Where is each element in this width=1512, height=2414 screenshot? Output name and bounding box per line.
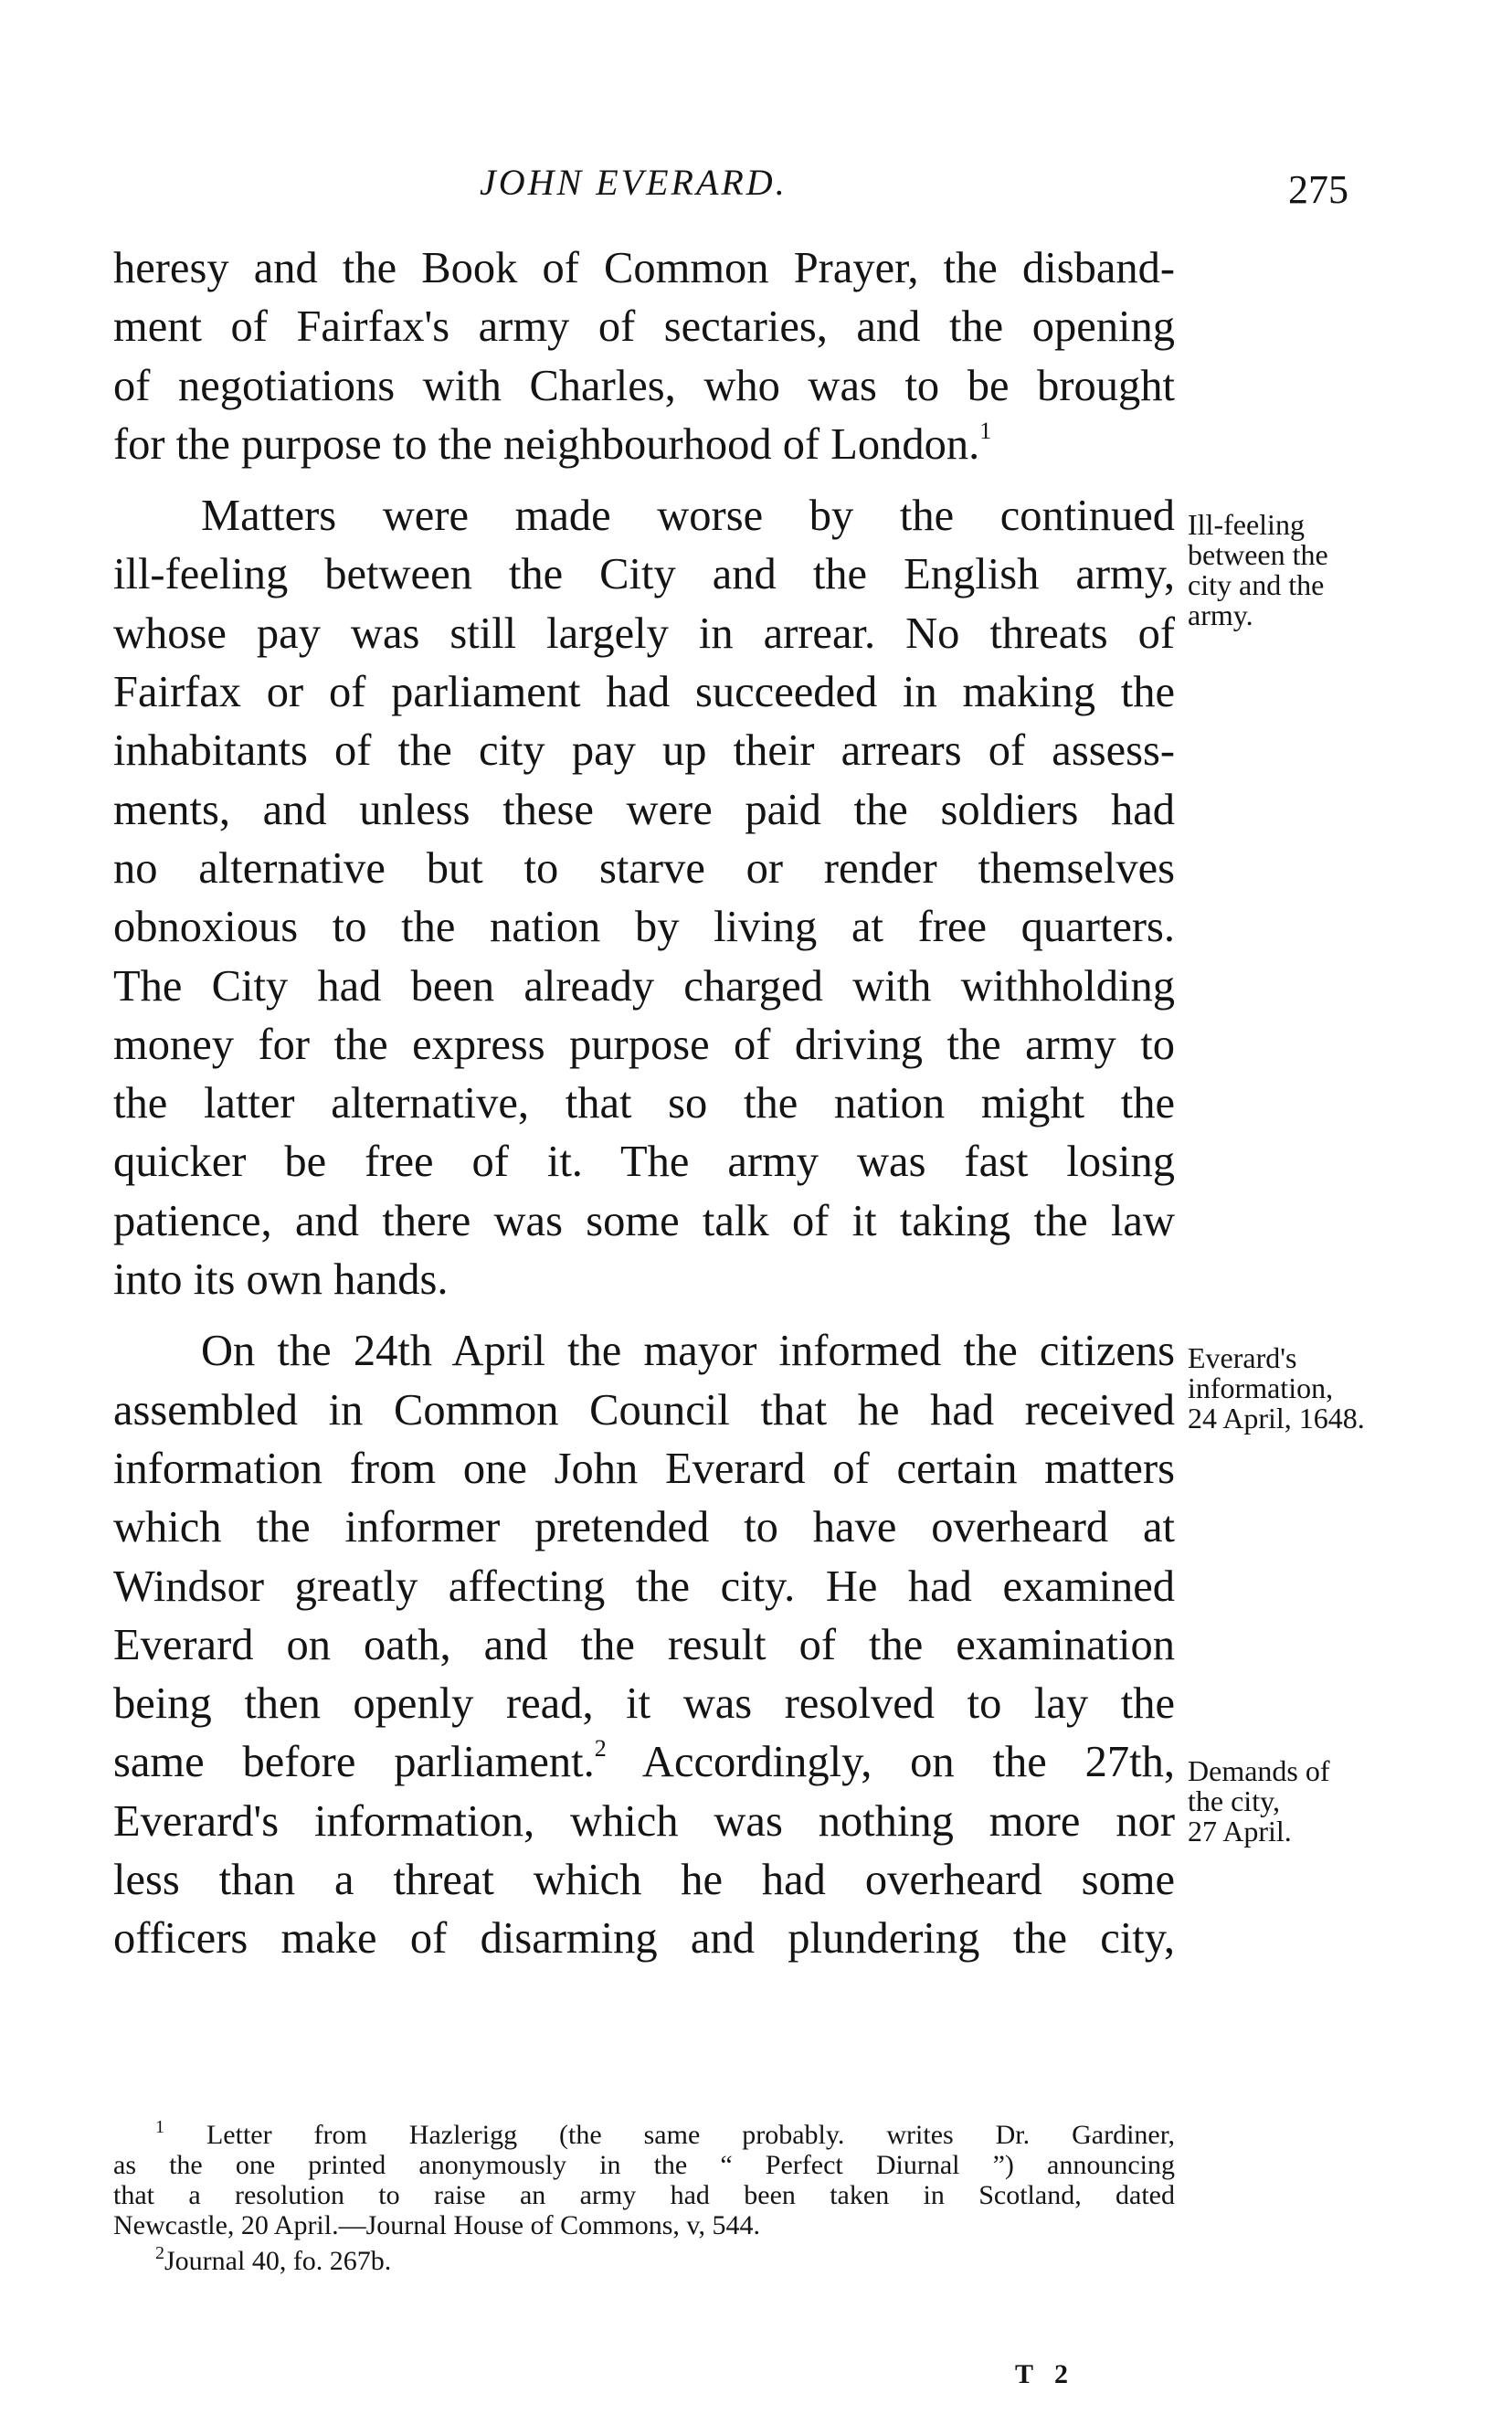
sidenote-line: between the [1188,538,1328,571]
text-line: Everard's information, which was nothing more nor [113,1796,1175,1846]
text-line: quicker be free of it. The army was fast losing [113,1138,1175,1187]
sidenote-line: information, [1188,1371,1334,1404]
text-line: information from one John Everard of certain matters [113,1444,1175,1493]
main-text [113,239,1175,1969]
sidenote-line: city and the [1188,568,1325,601]
text-line: On the 24th April the mayor informed the citizens [201,1327,1175,1376]
sidenote-line: the city, [1188,1784,1280,1817]
text-line: no alternative but to starve or render themselves [113,843,1175,893]
footnote-mark: 2 [155,2243,164,2263]
footnote-line [113,2117,1176,2150]
sidenote-line: Everard's [1188,1341,1297,1374]
sidenote-ill-feeling [1188,510,1434,630]
text-line: The City had been already charged with withholding [113,961,1175,1011]
sidenote-line: 27 April. [1188,1815,1292,1848]
sidenote-demands-of-city [1188,1756,1434,1847]
footnote-line [113,2243,1175,2276]
page-number: 275 [1288,167,1348,212]
running-title: JOHN EVERARD. [480,162,788,203]
sidenote-line: Demands of [1188,1754,1330,1787]
text-line: ment of Fairfax's army of sectaries, and the opening [113,302,1175,352]
text-line: money for the express purpose of driving the army to [113,1020,1175,1069]
footnote-ref: 2 [594,1735,607,1763]
sidenote-everards-information [1188,1343,1434,1434]
footnote-ref: 1 [979,417,992,444]
text-line: officers make of disarming and plundering the city, [113,1914,1175,1964]
text-line: Windsor greatly affecting the city. He had examined [113,1562,1175,1611]
text-line: Everard on oath, and the result of the examination [113,1620,1175,1669]
footnote-2 [113,2243,1175,2276]
footnote-line: Newcastle, 20 April.—Journal House of Commons, v, 544. [113,2210,760,2240]
text-line: Fairfax or of parliament had succeeded in making the [113,668,1175,717]
footnote-text: Journal 40, fo. 267b. [164,2246,392,2276]
text-line: obnoxious to the nation by living at free quarters. [113,903,1175,952]
signature-mark: T 2 [1015,2359,1075,2389]
text-line: assembled in Common Council that he had received [113,1385,1175,1435]
text-line [113,1733,1175,1792]
paragraph-3 [113,1322,1175,1968]
text-line: being then openly read, it was resolved to lay the [113,1679,1175,1729]
running-head [0,161,1512,216]
text-line [113,416,1175,474]
text-line: ill-feeling between the City and the English army, [113,550,1175,599]
text-line: heresy and the Book of Common Prayer, the disband- [113,244,1175,292]
text-line: of negotiations with Charles, who was to be brought [113,361,1175,410]
footnote-1 [113,2117,1176,2240]
text-line: the latter alternative, that so the nation might the [113,1079,1175,1128]
footnote-mark: 1 [155,2117,164,2137]
footnote-line: as the one printed anonymously in the “ Perfect Diurnal ”) announcing [113,2150,1175,2180]
text-line-content: for the purpose to the neighbourhood of London. [113,419,980,469]
text-line-content: Accordingly, on the 27th, [606,1738,1175,1787]
footnotes [113,2117,1176,2282]
text-line: less than a threat which he had overheard some [113,1856,1175,1905]
paragraph-2 [113,487,1175,1309]
footnote-text: Letter from Hazlerigg (the same probably. writes Dr. Gardiner, [206,2120,1176,2150]
text-line: Matters were made worse by the continued [201,492,1175,541]
sidenote-line: Ill-feeling [1188,508,1305,541]
paragraph-1 [113,239,1175,474]
text-line: which the informer pretended to have overheard at [113,1503,1175,1552]
sidenote-line: army. [1188,598,1253,631]
text-line: whose pay was still largely in arrear. No threats of [113,609,1175,658]
footnote-line: that a resolution to raise an army had been taken in Scotland, dated [113,2180,1175,2210]
text-line: into its own hands. [113,1255,449,1305]
text-line: patience, and there was some talk of it taking the law [113,1196,1175,1245]
text-line-content: same before parliament. [113,1738,595,1787]
sidenote-line: 24 April, 1648. [1188,1402,1365,1435]
text-line: ments, and unless these were paid the soldiers had [113,785,1175,834]
text-line: inhabitants of the city pay up their arrears of assess- [113,726,1175,776]
